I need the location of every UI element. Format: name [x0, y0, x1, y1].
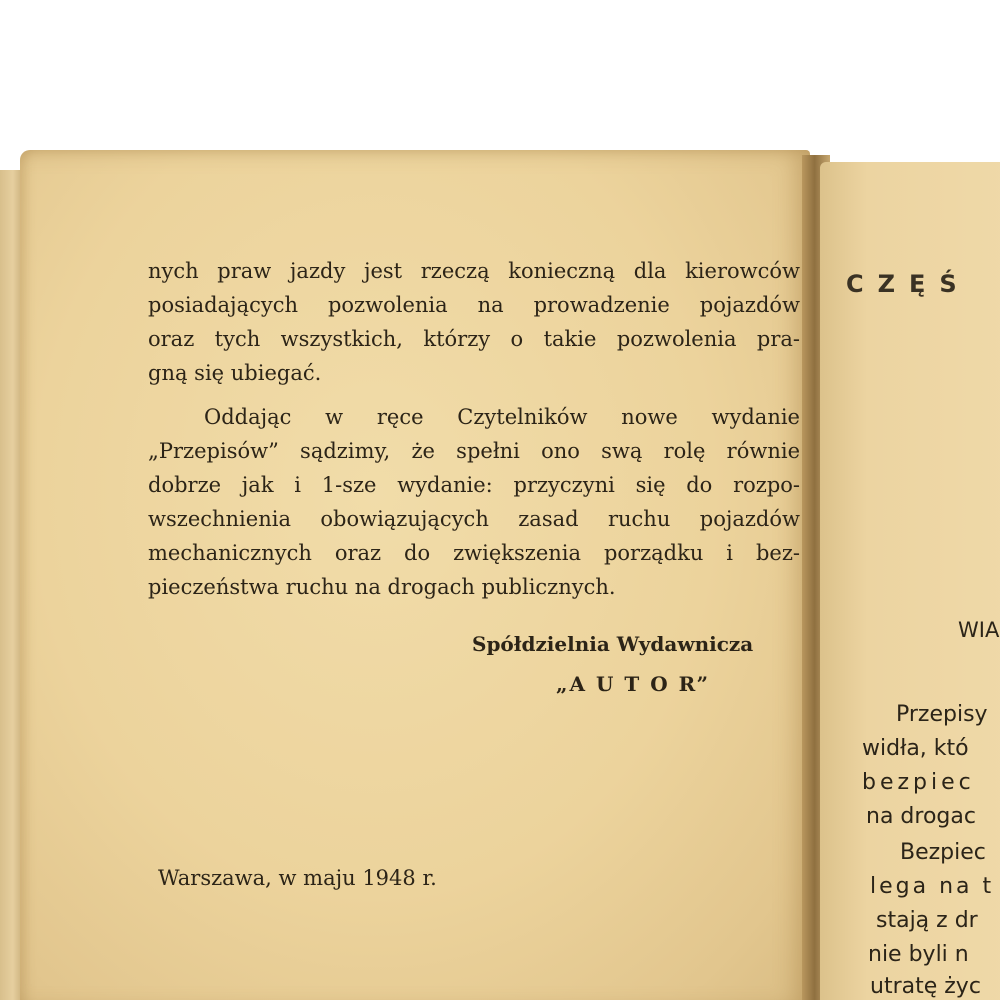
text-line: „Przepisów” sądzimy, że spełni ono swą rolę równie	[148, 439, 800, 463]
text-line: dobrze jak i 1-sze wydanie: przyczyni się do rozpo-	[148, 473, 800, 497]
text-line: pieczeństwa ruchu na drogach publicznych.	[148, 575, 616, 599]
text-line: oraz tych wszystkich, którzy o takie pozwolenia pra-	[148, 327, 800, 351]
paragraph-main	[148, 400, 800, 604]
text-line: gną się ubiegać.	[148, 361, 322, 385]
text-line: posiadających pozwolenia na prowadzenie pojazdów	[148, 293, 800, 317]
text-line: wszechnienia obowiązujących zasad ruchu pojazdów	[148, 507, 800, 531]
text-line: widła, któ	[862, 736, 969, 761]
text-line: stają z dr	[876, 908, 978, 933]
text-line: Bezpiec	[900, 840, 986, 865]
text-line: Oddając w ręce Czytelników nowe wydanie	[204, 405, 800, 429]
text-line: nie byli n	[868, 942, 969, 967]
chapter-heading: CZĘŚ	[846, 270, 971, 298]
place-date: Warszawa, w maju 1948 r.	[158, 866, 437, 890]
paragraph-intro	[148, 254, 800, 390]
publisher-name: Spółdzielnia Wydawnicza	[472, 632, 754, 656]
text-line: Przepisy	[896, 702, 988, 727]
section-heading: WIA	[958, 618, 1000, 642]
text-line: mechanicznych oraz do zwiększenia porządku i bez-	[148, 541, 800, 565]
text-line: na drogac	[866, 804, 976, 829]
text-line: nych praw jazdy jest rzeczą konieczną dla kierowców	[148, 259, 800, 283]
text-line: bezpiec	[862, 770, 975, 795]
text-line: utratę życ	[870, 974, 981, 999]
text-line: lega na t	[870, 874, 995, 899]
publisher-brand: „A U T O R”	[556, 672, 711, 696]
